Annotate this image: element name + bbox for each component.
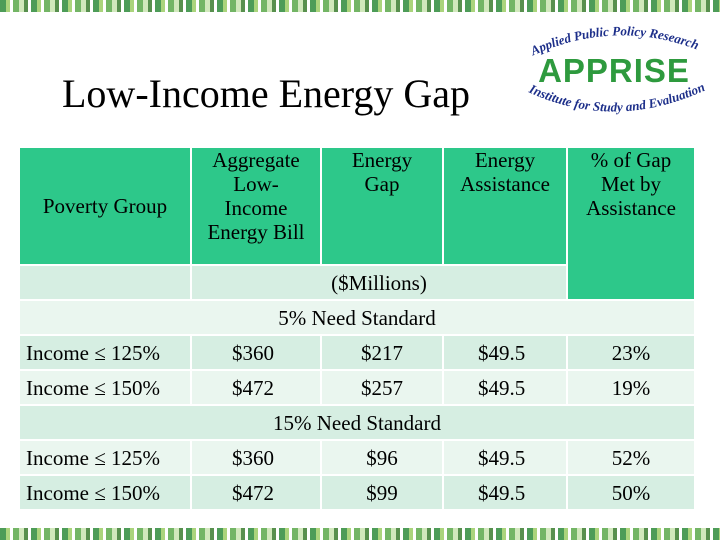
units-row-blank <box>20 266 190 299</box>
decorative-top-band <box>0 0 720 12</box>
table-row <box>20 476 694 509</box>
slide-title: Low-Income Energy Gap <box>62 71 471 116</box>
cell-aggregate-bill: $360 <box>232 445 274 470</box>
logo-bottom-arc-text: Institute for Study and Evaluation <box>527 79 707 115</box>
cell-energy-assistance: $49.5 <box>478 340 526 365</box>
apprise-logo <box>514 22 714 126</box>
logo-name: APPRISE <box>538 52 690 89</box>
header-energy-assistance: Energy Assistance <box>444 148 566 264</box>
energy-gap-table <box>18 146 696 511</box>
header-aggregate-bill: Aggregate Low- Income Energy Bill <box>192 148 320 264</box>
header-energy-gap: Energy Gap <box>322 148 442 264</box>
cell-poverty-group: Income ≤ 125% <box>26 340 160 365</box>
cell-energy-gap: $257 <box>361 375 403 400</box>
section-label: 5% Need Standard <box>20 301 694 334</box>
cell-poverty-group: Income ≤ 150% <box>26 375 160 400</box>
section-row <box>20 301 694 334</box>
cell-energy-assistance: $49.5 <box>478 480 526 505</box>
table-row <box>20 371 694 404</box>
cell-energy-assistance: $49.5 <box>478 375 526 400</box>
decorative-bottom-band <box>0 528 720 540</box>
cell-aggregate-bill: $472 <box>232 480 274 505</box>
section-label: 15% Need Standard <box>20 406 694 439</box>
table-row <box>20 441 694 474</box>
cell-energy-gap: $99 <box>366 480 398 505</box>
cell-energy-gap: $96 <box>366 445 398 470</box>
section-row <box>20 406 694 439</box>
logo-top-arc-text: Applied Public Policy Research <box>528 23 702 59</box>
table-header-row <box>20 148 694 264</box>
cell-poverty-group: Income ≤ 150% <box>26 480 160 505</box>
cell-poverty-group: Income ≤ 125% <box>26 445 160 470</box>
cell-energy-gap: $217 <box>361 340 403 365</box>
cell-pct-gap-met: 50% <box>611 480 651 505</box>
cell-pct-gap-met: 52% <box>611 445 651 470</box>
cell-aggregate-bill: $472 <box>232 375 274 400</box>
header-pct-gap-met: % of Gap Met by Assistance <box>568 148 694 299</box>
cell-pct-gap-met: 23% <box>611 340 651 365</box>
header-poverty-group: Poverty Group <box>20 148 190 264</box>
cell-pct-gap-met: 19% <box>611 375 651 400</box>
cell-aggregate-bill: $360 <box>232 340 274 365</box>
units-label: ($Millions) <box>192 266 566 299</box>
cell-energy-assistance: $49.5 <box>478 445 526 470</box>
table-row <box>20 336 694 369</box>
